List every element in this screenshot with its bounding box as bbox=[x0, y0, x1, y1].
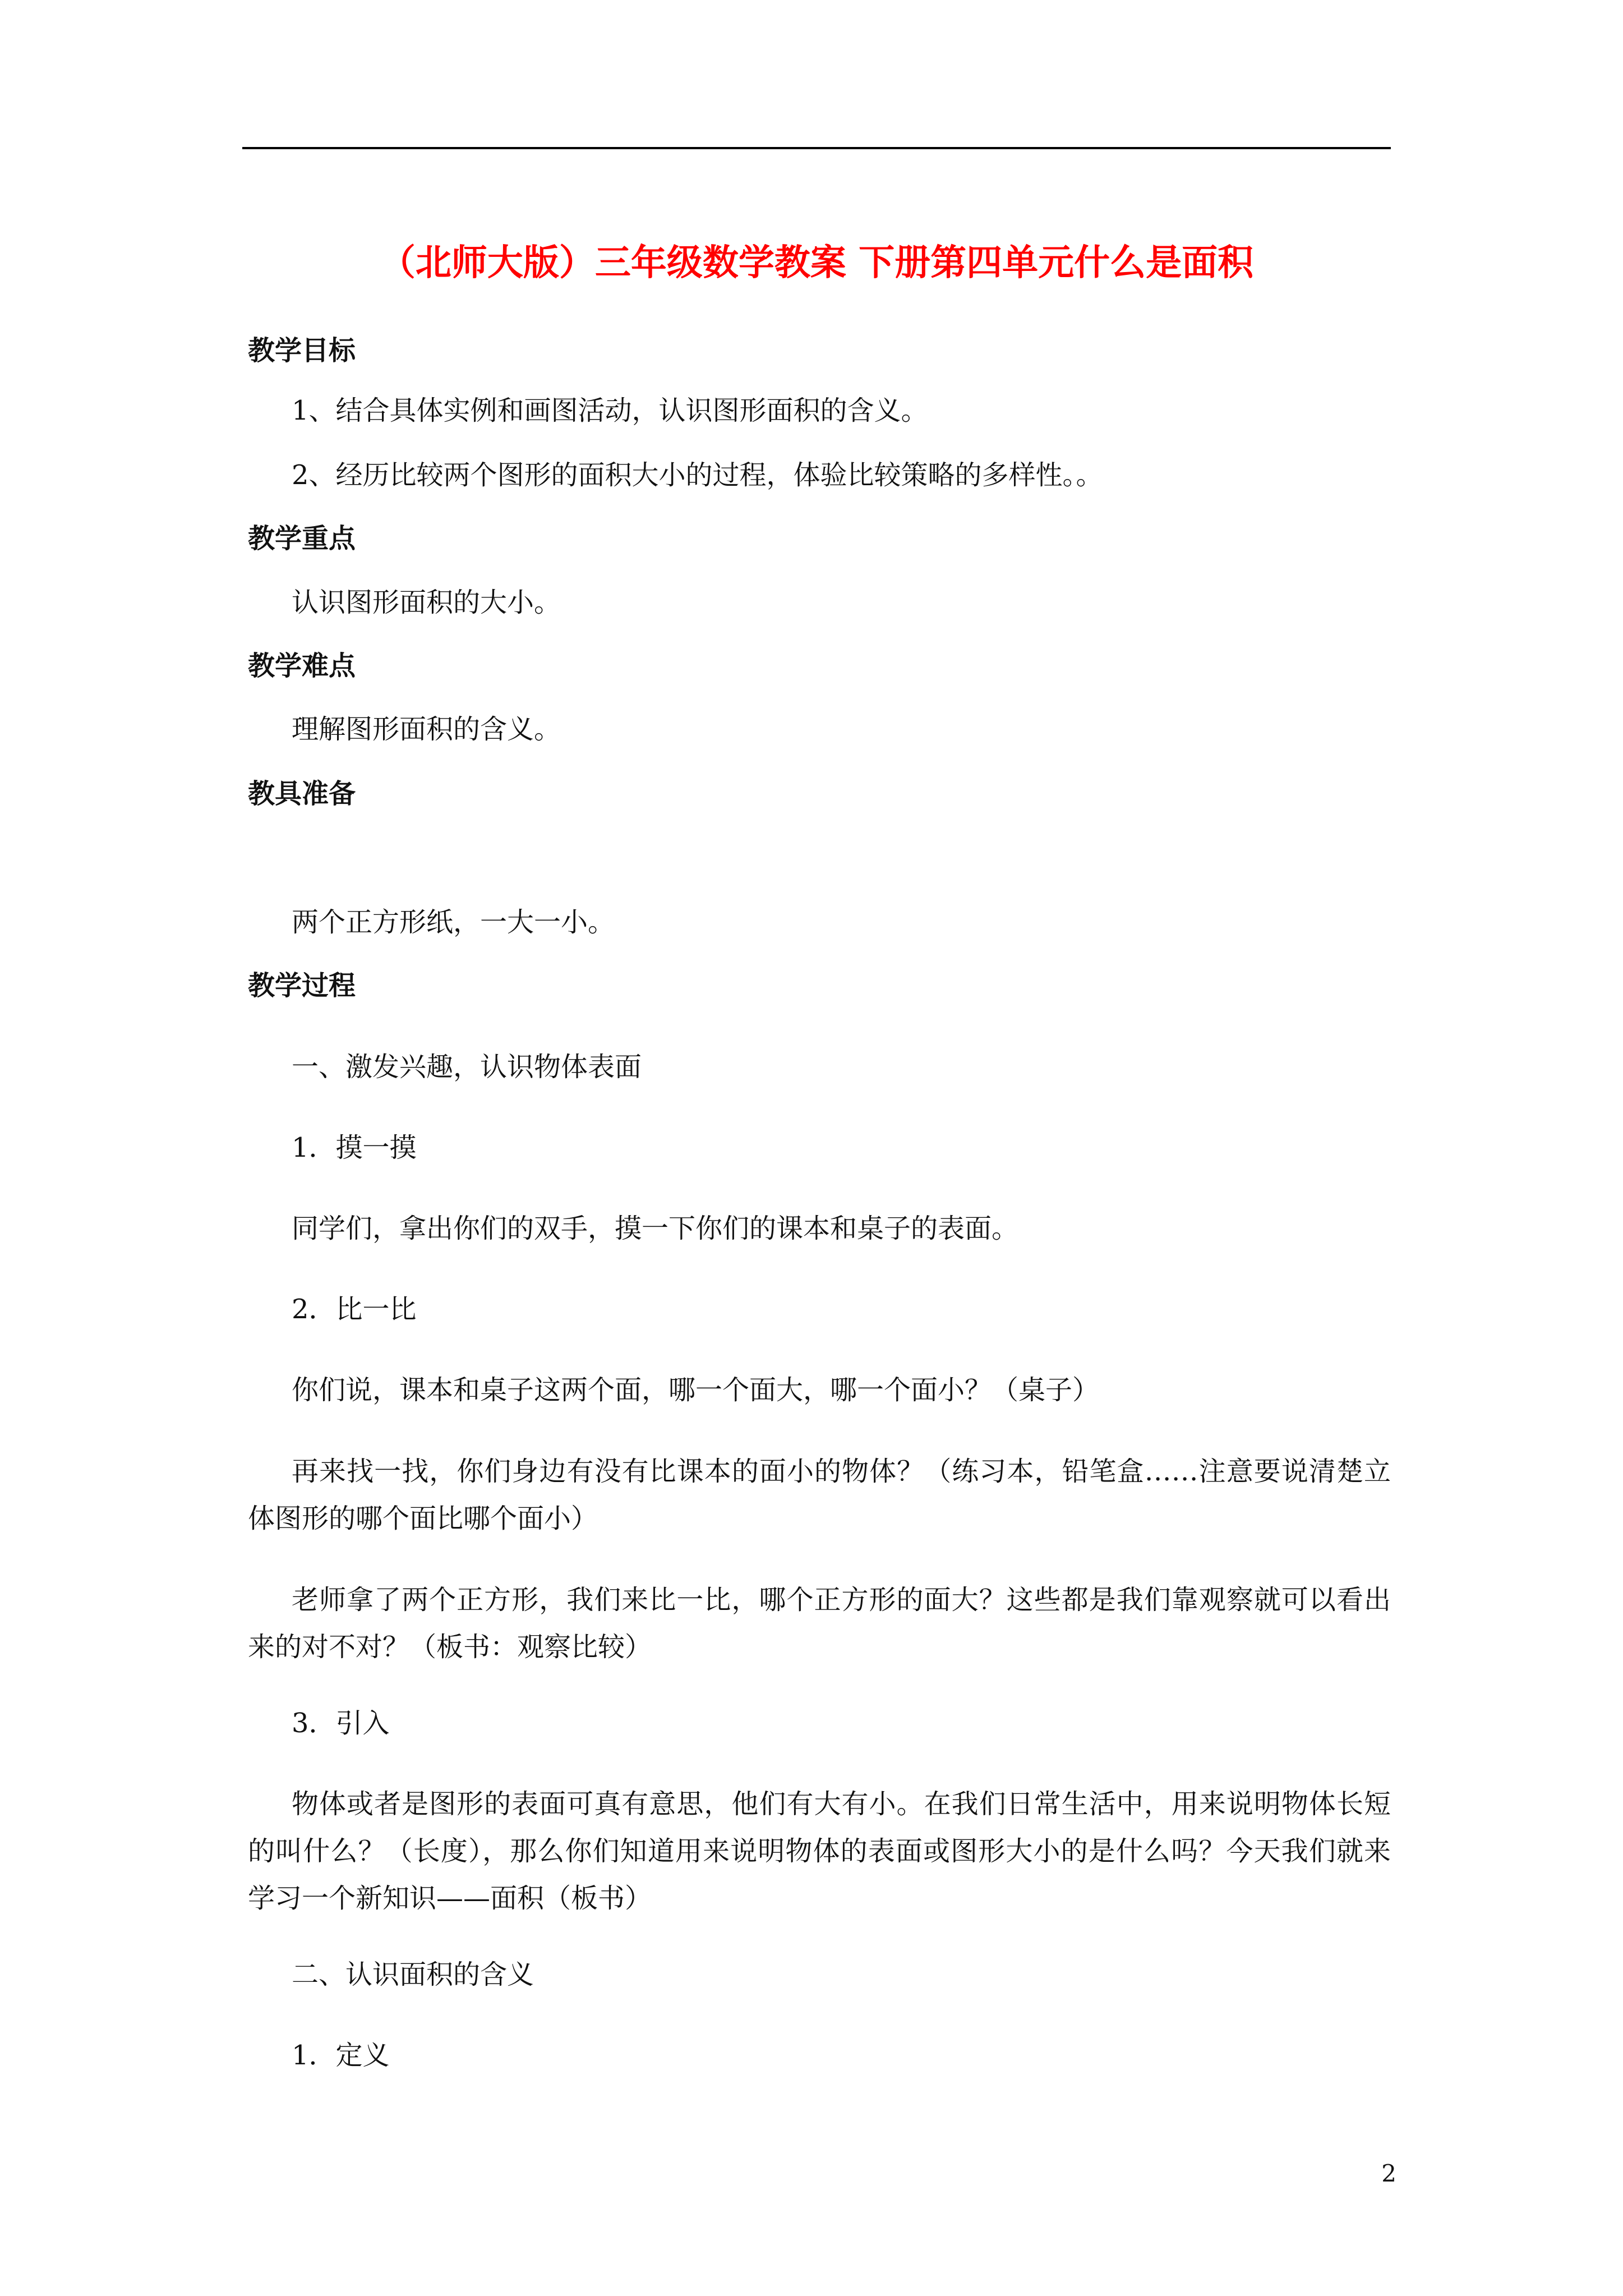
step-paragraph: 老师拿了两个正方形，我们来比一比，哪个正方形的面大？这些都是我们靠观察就可以看出来的对不对？（板书：观察比较） bbox=[248, 1584, 1391, 1663]
section-heading-goals: 教学目标 bbox=[248, 335, 356, 366]
step-heading: 2．比一比 bbox=[292, 1294, 417, 1325]
step-heading: 1．定义 bbox=[292, 2040, 390, 2071]
section-heading-difficulties: 教学难点 bbox=[248, 650, 356, 682]
page-number: 2 bbox=[1381, 2160, 1396, 2187]
step-text: 同学们，拿出你们的双手，摸一下你们的课本和桌子的表面。 bbox=[292, 1213, 1019, 1244]
key-points-text: 认识图形面积的大小。 bbox=[292, 587, 561, 618]
materials-text: 两个正方形纸，一大一小。 bbox=[292, 907, 615, 938]
step-text: 你们说，课本和桌子这两个面，哪一个面大，哪一个面小？（桌子） bbox=[292, 1374, 1100, 1406]
process-part2-heading: 二、认识面积的含义 bbox=[292, 1959, 534, 1990]
goal-item: 2、经历比较两个图形的面积大小的过程，体验比较策略的多样性。。 bbox=[292, 459, 1103, 491]
section-heading-process: 教学过程 bbox=[248, 970, 356, 1001]
goal-item: 1、结合具体实例和画图活动，认识图形面积的含义。 bbox=[292, 395, 928, 426]
step-paragraph: 再来找一找，你们身边有没有比课本的面小的物体？（练习本，铅笔盒……注意要说清楚立体图形的哪个面比哪个面小） bbox=[248, 1456, 1391, 1534]
section-heading-materials: 教具准备 bbox=[248, 778, 356, 809]
difficulties-text: 理解图形面积的含义。 bbox=[292, 714, 561, 745]
step-paragraph: 物体或者是图形的表面可真有意思，他们有大有小。在我们日常生活中，用来说明物体长短的叫什么？（长度），那么你们知道用来说明物体的表面或图形大小的是什么吗？今天我们就来学习一个新知识——面积（板书） bbox=[248, 1788, 1391, 1914]
section-heading-key-points: 教学重点 bbox=[248, 523, 356, 554]
header-rule bbox=[242, 147, 1391, 149]
document-title: （北师大版）三年级数学教案 下册第四单元什么是面积 bbox=[379, 242, 1254, 284]
step-heading: 1．摸一摸 bbox=[292, 1132, 417, 1163]
step-heading: 3．引入 bbox=[292, 1708, 390, 1739]
process-part1-heading: 一、激发兴趣，认识物体表面 bbox=[292, 1051, 642, 1083]
